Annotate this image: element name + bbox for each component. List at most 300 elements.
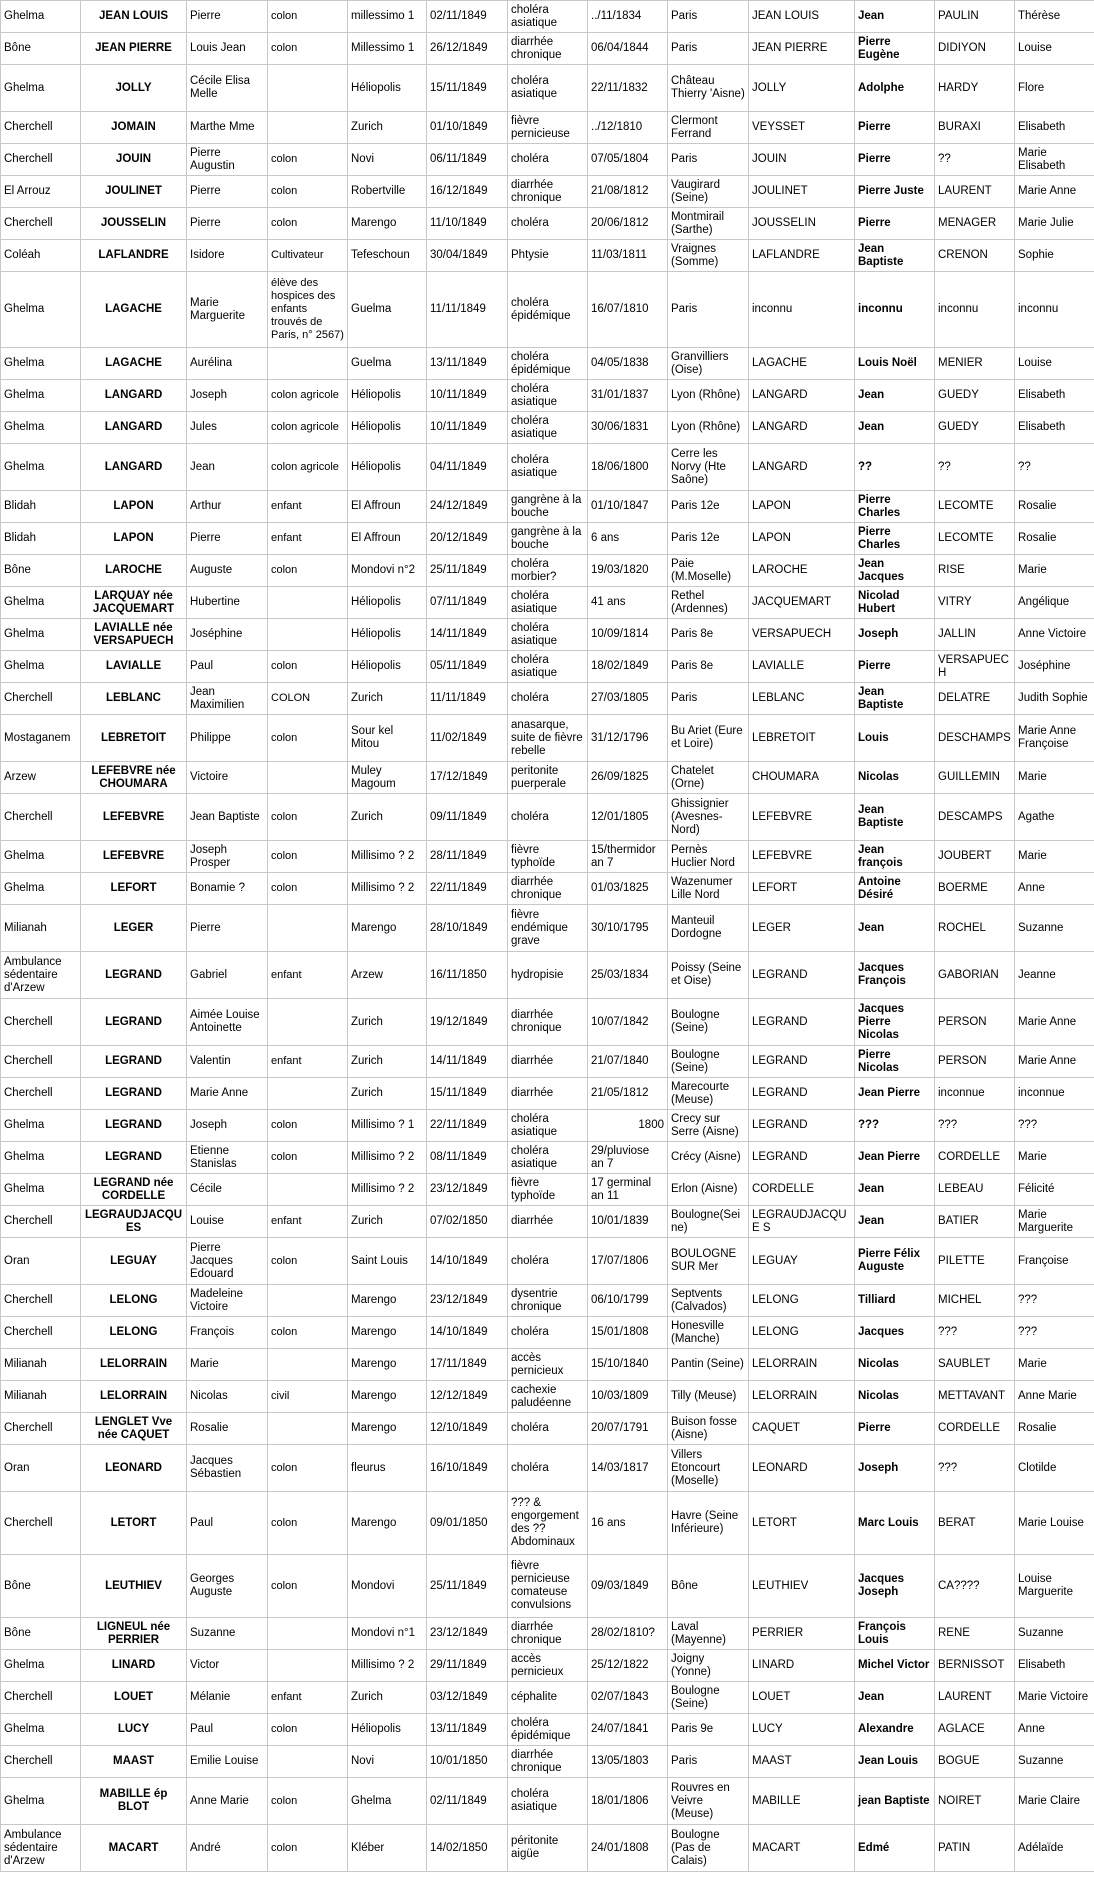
cell-given-names: Joséphine [187, 619, 268, 651]
cell-death-date: 10/11/1849 [427, 380, 508, 412]
cell-birth-place: Honesville (Manche) [668, 1317, 749, 1349]
cell-father-surname: LEFORT [749, 873, 855, 905]
cell-father-surname: JACQUEMART [749, 587, 855, 619]
cell-father-surname: LEGER [749, 905, 855, 952]
cell-father-given-name: inconnu [855, 272, 935, 348]
cell-mother-given-name: Marie Victoire [1015, 1682, 1094, 1714]
cell-birth-date: 15/01/1808 [588, 1317, 668, 1349]
cell-death-date: 05/11/1849 [427, 651, 508, 683]
cell-cause: choléra asiatique [508, 619, 588, 651]
cell-residence: Héliopolis [348, 587, 427, 619]
cell-mother-surname: RISE [935, 555, 1015, 587]
cell-father-surname: VERSAPUECH [749, 619, 855, 651]
cell-birth-date: 27/03/1805 [588, 683, 668, 715]
cell-given-names: Hubertine [187, 587, 268, 619]
cell-residence: El Affroun [348, 523, 427, 555]
cell-father-given-name: Pierre Juste [855, 176, 935, 208]
cell-mother-given-name: Sophie [1015, 240, 1094, 272]
cell-cause: fièvre pernicieuse [508, 112, 588, 144]
cell-death-date: 23/12/1849 [427, 1285, 508, 1317]
cell-birth-date: 31/12/1796 [588, 715, 668, 762]
cell-death-place: Ghelma [1, 348, 81, 380]
cell-birth-date: 1800 [588, 1110, 668, 1142]
cell-cause: fièvre endémique grave [508, 905, 588, 952]
cell-birth-date: 06/04/1844 [588, 33, 668, 65]
cell-surname: LEFEBVRE [81, 794, 187, 841]
cell-profession: colon [268, 1, 348, 33]
cell-birth-date: 07/05/1804 [588, 144, 668, 176]
cell-death-place: Bône [1, 1618, 81, 1650]
cell-death-date: 15/11/1849 [427, 65, 508, 112]
table-row [1, 1174, 1094, 1206]
cell-father-given-name: Jean Pierre [855, 1142, 935, 1174]
cell-birth-date: 10/09/1814 [588, 619, 668, 651]
cell-mother-given-name: Louise [1015, 348, 1094, 380]
cell-father-surname: LANGARD [749, 380, 855, 412]
cell-given-names: Paul [187, 651, 268, 683]
cell-birth-place: Vaugirard (Seine) [668, 176, 749, 208]
cell-mother-surname: PILETTE [935, 1238, 1015, 1285]
table-row [1, 380, 1094, 412]
cell-birth-date: 15/10/1840 [588, 1349, 668, 1381]
cell-profession: colon agricole [268, 380, 348, 412]
cell-mother-given-name: Judith Sophie [1015, 683, 1094, 715]
table-row [1, 999, 1094, 1046]
cell-death-date: 03/12/1849 [427, 1682, 508, 1714]
cell-profession: colon [268, 1110, 348, 1142]
cell-father-surname: JEAN LOUIS [749, 1, 855, 33]
cell-father-given-name: Jean [855, 380, 935, 412]
cell-mother-given-name: Elisabeth [1015, 112, 1094, 144]
cell-mother-surname: LAURENT [935, 1682, 1015, 1714]
table-row [1, 1317, 1094, 1349]
table-row [1, 1492, 1094, 1555]
cell-death-place: Oran [1, 1238, 81, 1285]
cell-birth-place: BOULOGNE SUR Mer [668, 1238, 749, 1285]
table-row [1, 1825, 1094, 1872]
cell-mother-surname: inconnue [935, 1078, 1015, 1110]
cell-mother-surname: GUILLEMIN [935, 762, 1015, 794]
cell-father-surname: LAFLANDRE [749, 240, 855, 272]
cell-father-given-name: Joseph [855, 619, 935, 651]
cell-given-names: Pierre [187, 208, 268, 240]
cell-cause: fièvre typhoïde [508, 841, 588, 873]
cell-surname: LEGRAND [81, 1142, 187, 1174]
cell-father-given-name: Antoine Désiré [855, 873, 935, 905]
cell-birth-date: 10/01/1839 [588, 1206, 668, 1238]
cell-surname: LAPON [81, 491, 187, 523]
table-row [1, 444, 1094, 491]
cell-death-date: 14/11/1849 [427, 1046, 508, 1078]
cell-birth-place: Granvilliers (Oise) [668, 348, 749, 380]
cell-residence: Kléber [348, 1825, 427, 1872]
cell-birth-date: 10/07/1842 [588, 999, 668, 1046]
cell-father-given-name: Marc Louis [855, 1492, 935, 1555]
cell-father-given-name: Jean Baptiste [855, 794, 935, 841]
cell-death-place: Ghelma [1, 380, 81, 412]
cell-profession: enfant [268, 1206, 348, 1238]
cell-given-names: Marthe Mme [187, 112, 268, 144]
cell-cause: ??? & engorgement des ?? Abdominaux [508, 1492, 588, 1555]
cell-cause: hydropisie [508, 952, 588, 999]
cell-profession [268, 905, 348, 952]
cell-given-names: Isidore [187, 240, 268, 272]
cell-death-date: 25/11/1849 [427, 1555, 508, 1618]
cell-birth-place: Chatelet (Orne) [668, 762, 749, 794]
cell-given-names: Joseph [187, 1110, 268, 1142]
cell-death-date: 22/11/1849 [427, 873, 508, 905]
records-body [1, 1, 1094, 1872]
table-row [1, 1285, 1094, 1317]
cell-death-date: 29/11/1849 [427, 1650, 508, 1682]
cell-surname: LEBLANC [81, 683, 187, 715]
cell-mother-surname: VITRY [935, 587, 1015, 619]
cell-death-place: Ghelma [1, 65, 81, 112]
table-row [1, 240, 1094, 272]
cell-surname: LEFORT [81, 873, 187, 905]
cell-mother-given-name: Françoise [1015, 1238, 1094, 1285]
cell-death-date: 02/11/1849 [427, 1, 508, 33]
cell-father-surname: LEGRAND [749, 952, 855, 999]
cell-mother-given-name: Marie Elisabeth [1015, 144, 1094, 176]
cell-mother-surname: PAULIN [935, 1, 1015, 33]
cell-death-place: Ambulance sédentaire d'Arzew [1, 1825, 81, 1872]
cell-death-date: 23/12/1849 [427, 1174, 508, 1206]
cell-profession: colon [268, 208, 348, 240]
cell-death-date: 30/04/1849 [427, 240, 508, 272]
cell-profession: colon [268, 841, 348, 873]
cell-father-given-name: Louis Noël [855, 348, 935, 380]
cell-birth-date: 10/03/1809 [588, 1381, 668, 1413]
table-row [1, 1381, 1094, 1413]
cell-birth-date: 25/03/1834 [588, 952, 668, 999]
cell-birth-place: Paris 8e [668, 651, 749, 683]
cell-birth-place: Crécy (Aisne) [668, 1142, 749, 1174]
cell-cause: choléra asiatique [508, 65, 588, 112]
cell-profession: COLON [268, 683, 348, 715]
cell-given-names: Madeleine Victoire [187, 1285, 268, 1317]
cell-surname: LUCY [81, 1714, 187, 1746]
cell-death-place: Ghelma [1, 1142, 81, 1174]
cell-father-surname: LANGARD [749, 444, 855, 491]
cell-death-place: Coléah [1, 240, 81, 272]
cell-residence: El Affroun [348, 491, 427, 523]
cell-birth-place: Havre (Seine Inférieure) [668, 1492, 749, 1555]
cell-birth-place: Paris [668, 33, 749, 65]
cell-birth-date: 25/12/1822 [588, 1650, 668, 1682]
cell-death-place: Cherchell [1, 144, 81, 176]
cell-death-date: 11/10/1849 [427, 208, 508, 240]
cell-birth-place: Marecourte (Meuse) [668, 1078, 749, 1110]
cell-residence: Marengo [348, 1317, 427, 1349]
cell-mother-given-name: Marie Anne [1015, 1046, 1094, 1078]
cell-father-surname: VEYSSET [749, 112, 855, 144]
cell-death-place: Cherchell [1, 683, 81, 715]
cell-cause: choléra [508, 683, 588, 715]
cell-mother-given-name: Adélaïde [1015, 1825, 1094, 1872]
cell-father-given-name: ?? [855, 444, 935, 491]
cell-given-names: Valentin [187, 1046, 268, 1078]
cell-profession: colon [268, 1714, 348, 1746]
cell-mother-given-name: ??? [1015, 1285, 1094, 1317]
cell-mother-surname: NOIRET [935, 1778, 1015, 1825]
table-row [1, 1110, 1094, 1142]
cell-death-place: Ghelma [1, 1650, 81, 1682]
cell-birth-place: Wazenumer Lille Nord [668, 873, 749, 905]
cell-given-names: Auguste [187, 555, 268, 587]
cell-birth-date: 12/01/1805 [588, 794, 668, 841]
cell-birth-date: 24/01/1808 [588, 1825, 668, 1872]
table-row [1, 144, 1094, 176]
cell-death-date: 10/01/1850 [427, 1746, 508, 1778]
cell-cause: diarrhée chronique [508, 999, 588, 1046]
cell-father-given-name: Jean Baptiste [855, 240, 935, 272]
cell-cause: diarrhée [508, 1206, 588, 1238]
table-row [1, 1650, 1094, 1682]
cell-cause: choléra asiatique [508, 587, 588, 619]
table-row [1, 272, 1094, 348]
cell-father-surname: LETORT [749, 1492, 855, 1555]
cell-father-given-name: Louis [855, 715, 935, 762]
cell-given-names: Arthur [187, 491, 268, 523]
cell-birth-place: Rouvres en Veivre (Meuse) [668, 1778, 749, 1825]
cell-death-date: 07/02/1850 [427, 1206, 508, 1238]
cell-mother-given-name: Agathe [1015, 794, 1094, 841]
cell-surname: LAGACHE [81, 348, 187, 380]
cell-profession: colon agricole [268, 412, 348, 444]
cell-birth-date: 18/01/1806 [588, 1778, 668, 1825]
cell-father-surname: MACART [749, 1825, 855, 1872]
cell-death-place: Ghelma [1, 873, 81, 905]
cell-residence: Tefeschoun [348, 240, 427, 272]
cell-cause: choléra asiatique [508, 1142, 588, 1174]
cell-birth-place: Joigny (Yonne) [668, 1650, 749, 1682]
cell-given-names: Louis Jean [187, 33, 268, 65]
table-row [1, 1714, 1094, 1746]
cell-surname: LIGNEUL née PERRIER [81, 1618, 187, 1650]
cell-mother-surname: BOERME [935, 873, 1015, 905]
cell-father-given-name: Pierre [855, 1413, 935, 1445]
cell-birth-place: Lyon (Rhône) [668, 412, 749, 444]
cell-surname: LEGRAND née CORDELLE [81, 1174, 187, 1206]
cell-profession: colon [268, 1317, 348, 1349]
cell-residence: Zurich [348, 112, 427, 144]
cell-death-place: Ghelma [1, 587, 81, 619]
cell-mother-surname: MICHEL [935, 1285, 1015, 1317]
cell-birth-place: Crecy sur Serre (Aisne) [668, 1110, 749, 1142]
table-row [1, 1142, 1094, 1174]
cell-residence: Héliopolis [348, 65, 427, 112]
cell-mother-given-name: Anne Victoire [1015, 619, 1094, 651]
cell-father-given-name: Nicolad Hubert [855, 587, 935, 619]
cell-mother-surname: BERNISSOT [935, 1650, 1015, 1682]
cell-death-place: Ghelma [1, 412, 81, 444]
cell-cause: accès pernicieux [508, 1349, 588, 1381]
cell-cause: accès pernicieux [508, 1650, 588, 1682]
cell-cause: choléra [508, 1413, 588, 1445]
cell-father-surname: LEBRETOIT [749, 715, 855, 762]
cell-father-surname: LELONG [749, 1317, 855, 1349]
cell-father-given-name: Jean [855, 905, 935, 952]
cell-given-names: Mélanie [187, 1682, 268, 1714]
table-row [1, 905, 1094, 952]
cell-profession: colon [268, 1825, 348, 1872]
cell-given-names: Pierre [187, 1, 268, 33]
cell-birth-date: 21/07/1840 [588, 1046, 668, 1078]
cell-birth-date: ../12/1810 [588, 112, 668, 144]
cell-surname: LANGARD [81, 380, 187, 412]
cell-cause: choléra asiatique [508, 444, 588, 491]
cell-death-date: 14/10/1849 [427, 1238, 508, 1285]
cell-surname: JEAN PIERRE [81, 33, 187, 65]
cell-death-date: 11/11/1849 [427, 272, 508, 348]
cell-birth-place: Boulogne (Seine) [668, 1046, 749, 1078]
cell-death-place: Blidah [1, 523, 81, 555]
cell-birth-place: Paris [668, 1746, 749, 1778]
cell-mother-given-name: Louise [1015, 33, 1094, 65]
cell-residence: Marengo [348, 1492, 427, 1555]
cell-death-date: 23/12/1849 [427, 1618, 508, 1650]
cell-father-surname: LANGARD [749, 412, 855, 444]
table-row [1, 1746, 1094, 1778]
cell-residence: Marengo [348, 208, 427, 240]
cell-mother-given-name: Jeanne [1015, 952, 1094, 999]
cell-birth-place: Villers Etoncourt (Moselle) [668, 1445, 749, 1492]
cell-mother-surname: VERSAPUEC H [935, 651, 1015, 683]
table-row [1, 762, 1094, 794]
cell-mother-surname: CORDELLE [935, 1142, 1015, 1174]
cell-father-given-name: Tilliard [855, 1285, 935, 1317]
cell-profession [268, 587, 348, 619]
cell-cause: gangrène à la bouche [508, 491, 588, 523]
cell-residence: Novi [348, 144, 427, 176]
cell-given-names: Jacques Sébastien [187, 1445, 268, 1492]
cell-birth-date: 01/03/1825 [588, 873, 668, 905]
table-row [1, 555, 1094, 587]
cell-father-surname: LEGRAND [749, 1046, 855, 1078]
cell-birth-place: Clermont Ferrand [668, 112, 749, 144]
cell-profession: enfant [268, 491, 348, 523]
cell-cause: anasarque, suite de fièvre rebelle [508, 715, 588, 762]
cell-cause: choléra [508, 1238, 588, 1285]
cell-profession [268, 1285, 348, 1317]
table-row [1, 523, 1094, 555]
cell-mother-given-name: Marie [1015, 841, 1094, 873]
cell-death-date: 16/10/1849 [427, 1445, 508, 1492]
cell-surname: LEFEBVRE née CHOUMARA [81, 762, 187, 794]
cell-profession: enfant [268, 1682, 348, 1714]
cell-death-date: 11/11/1849 [427, 683, 508, 715]
table-row [1, 33, 1094, 65]
table-row [1, 1555, 1094, 1618]
table-row [1, 208, 1094, 240]
cell-residence: Millisimo ? 2 [348, 1174, 427, 1206]
cell-residence: Novi [348, 1746, 427, 1778]
cell-given-names: Jean Maximilien [187, 683, 268, 715]
cell-mother-given-name: Suzanne [1015, 1746, 1094, 1778]
cell-father-given-name: ??? [855, 1110, 935, 1142]
cell-death-date: 10/11/1849 [427, 412, 508, 444]
cell-father-surname: JOLLY [749, 65, 855, 112]
cell-residence: Robertville [348, 176, 427, 208]
cell-death-place: Arzew [1, 762, 81, 794]
cell-birth-place: Paris [668, 683, 749, 715]
cell-cause: diarrhée [508, 1078, 588, 1110]
cell-residence: Saint Louis [348, 1238, 427, 1285]
cell-father-surname: LELORRAIN [749, 1349, 855, 1381]
cell-death-place: Ghelma [1, 1174, 81, 1206]
cell-residence: Zurich [348, 1078, 427, 1110]
cell-death-place: Milianah [1, 905, 81, 952]
cell-cause: cachexie paludéenne [508, 1381, 588, 1413]
cell-birth-date: 17 germinal an 11 [588, 1174, 668, 1206]
cell-residence: Zurich [348, 1046, 427, 1078]
cell-profession [268, 348, 348, 380]
cell-mother-surname: BURAXI [935, 112, 1015, 144]
cell-father-given-name: Pierre Nicolas [855, 1046, 935, 1078]
cell-father-given-name: Nicolas [855, 1381, 935, 1413]
cell-birth-date: 20/07/1791 [588, 1413, 668, 1445]
cell-profession [268, 1413, 348, 1445]
table-row [1, 1778, 1094, 1825]
cell-birth-date: 18/06/1800 [588, 444, 668, 491]
cell-death-date: 07/11/1849 [427, 587, 508, 619]
cell-profession: colon [268, 1555, 348, 1618]
cell-death-place: Ghelma [1, 444, 81, 491]
cell-cause: choléra épidémique [508, 272, 588, 348]
cell-father-surname: JOUSSELIN [749, 208, 855, 240]
cell-profession [268, 112, 348, 144]
cell-profession: colon [268, 555, 348, 587]
cell-cause: diarrhée chronique [508, 33, 588, 65]
cell-surname: MABILLE ép BLOT [81, 1778, 187, 1825]
cell-death-date: 28/11/1849 [427, 841, 508, 873]
table-row [1, 1618, 1094, 1650]
cell-given-names: Louise [187, 1206, 268, 1238]
cell-birth-place: Paris [668, 1, 749, 33]
cell-birth-place: Montmirail (Sarthe) [668, 208, 749, 240]
cell-mother-given-name: Marie [1015, 1349, 1094, 1381]
cell-mother-given-name: Marie [1015, 1142, 1094, 1174]
cell-given-names: Victoire [187, 762, 268, 794]
cell-given-names: Marie Anne [187, 1078, 268, 1110]
cell-residence: Héliopolis [348, 1714, 427, 1746]
cell-surname: LEGRAND [81, 999, 187, 1046]
cell-surname: LEGUAY [81, 1238, 187, 1285]
cell-father-given-name: Nicolas [855, 1349, 935, 1381]
cell-surname: LARQUAY née JACQUEMART [81, 587, 187, 619]
cell-mother-given-name: Anne [1015, 873, 1094, 905]
cell-given-names: Marie Marguerite [187, 272, 268, 348]
cell-birth-date: 22/11/1832 [588, 65, 668, 112]
cell-profession: enfant [268, 1046, 348, 1078]
cell-death-place: Ghelma [1, 841, 81, 873]
cell-death-date: 24/12/1849 [427, 491, 508, 523]
cell-birth-date: 06/10/1799 [588, 1285, 668, 1317]
cell-cause: choléra [508, 1445, 588, 1492]
cell-cause: dysentrie chronique [508, 1285, 588, 1317]
cell-surname: LEFEBVRE [81, 841, 187, 873]
cell-birth-place: Bu Ariet (Eure et Loire) [668, 715, 749, 762]
cell-father-given-name: Jean [855, 1206, 935, 1238]
cell-father-surname: LEFEBVRE [749, 794, 855, 841]
table-row [1, 1445, 1094, 1492]
cell-mother-surname: LAURENT [935, 176, 1015, 208]
cell-given-names: Rosalie [187, 1413, 268, 1445]
cell-birth-date: 15/thermidor an 7 [588, 841, 668, 873]
cell-death-date: 04/11/1849 [427, 444, 508, 491]
cell-cause: diarrhée chronique [508, 1618, 588, 1650]
